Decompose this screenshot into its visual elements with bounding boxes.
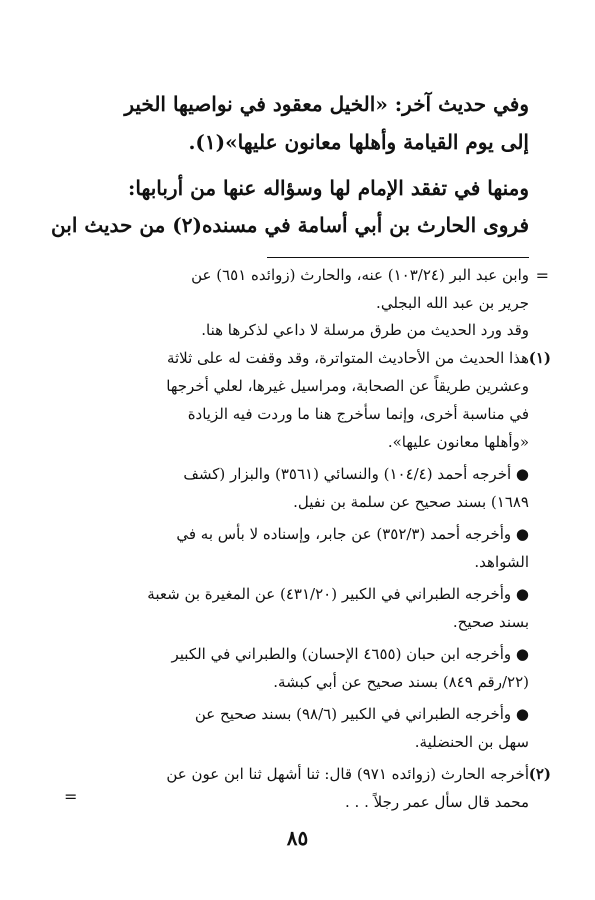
page-number: ٨٥	[286, 826, 309, 850]
footnote-1-number: (١)	[528, 349, 551, 367]
footnote-2-line-2: محمد قال سأل عمر رجلاً . . .	[345, 793, 529, 811]
bullet-3-line-2: بسند صحيح.	[452, 613, 529, 631]
footnote-separator	[267, 257, 529, 258]
bullet-3-line-1: ● وأخرجه الطبراني في الكبير (٤٣١/٢٠) عن المغيرة بن شعبة	[147, 585, 529, 603]
body-line-4: فروى الحارث بن أبي أسامة في مسنده(٢) من حديث ابن	[51, 213, 529, 237]
body-line-1: وفي حديث آخر: «الخيل معقود في نواصيها الخير	[124, 92, 529, 116]
bullet-2-line-1: ● وأخرجه أحمد (٣٥٢/٣) عن جابر، وإسناده لا بأس به في	[176, 525, 529, 543]
bullet-1-line-2: ١٦٨٩) بسند صحيح عن سلمة بن نفيل.	[293, 493, 529, 511]
footnote-1-line-1: هذا الحديث من الأحاديث المتواترة، وقد وقفت له على ثلاثة	[166, 349, 529, 367]
bullet-2-line-2: الشواهد.	[474, 553, 529, 571]
bullet-4-line-2: (٢٢/رقم ٨٤٩) بسند صحيح عن أبي كبشة.	[273, 673, 529, 691]
bullet-1-line-1: ● أخرجه أحمد (١٠٤/٤) والنسائي (٣٥٦١) والبزار (كشف	[183, 465, 529, 483]
footnote-2-number: (٢)	[528, 765, 551, 783]
continuation-marker: =	[535, 266, 549, 285]
footnote-1-line-2: وعشرين طريقاً عن الصحابة، ومراسيل غيرها، لعلي أخرجها	[166, 377, 529, 395]
body-line-3: ومنها في تفقد الإمام لها وسؤاله عنها من أربابها:	[128, 176, 529, 200]
body-line-2: إلى يوم القيامة وأهلها معانون عليها»(١).	[188, 130, 529, 154]
footnote-cont-line-3: وقد ورد الحديث من طرق مرسلة لا داعي لذكرها هنا.	[201, 321, 529, 339]
footnote-1-line-4: «وأهلها معانون عليها».	[387, 433, 529, 451]
bullet-5-line-2: سهل بن الحنضلية.	[414, 733, 529, 751]
footnote-cont-line-2: جرير بن عبد الله البجلي.	[376, 294, 529, 312]
footnote-cont-line-1: وابن عبد البر (١٠٣/٢٤) عنه، والحارث (زوائده ٦٥١) عن	[191, 266, 529, 284]
end-continuation-marker: =	[64, 787, 78, 806]
bullet-5-line-1: ● وأخرجه الطبراني في الكبير (٩٨/٦) بسند صحيح عن	[194, 705, 529, 723]
footnote-1-line-3: في مناسبة أخرى، وإنما سأخرج هنا ما وردت فيه الزيادة	[187, 405, 529, 423]
bullet-4-line-1: ● وأخرجه ابن حبان (٤٦٥٥ الإحسان) والطبراني في الكبير	[171, 645, 529, 663]
footnote-2-line-1: أخرجه الحارث (زوائده ٩٧١) قال: ثنا أشهل ثنا ابن عون عن	[166, 765, 529, 783]
